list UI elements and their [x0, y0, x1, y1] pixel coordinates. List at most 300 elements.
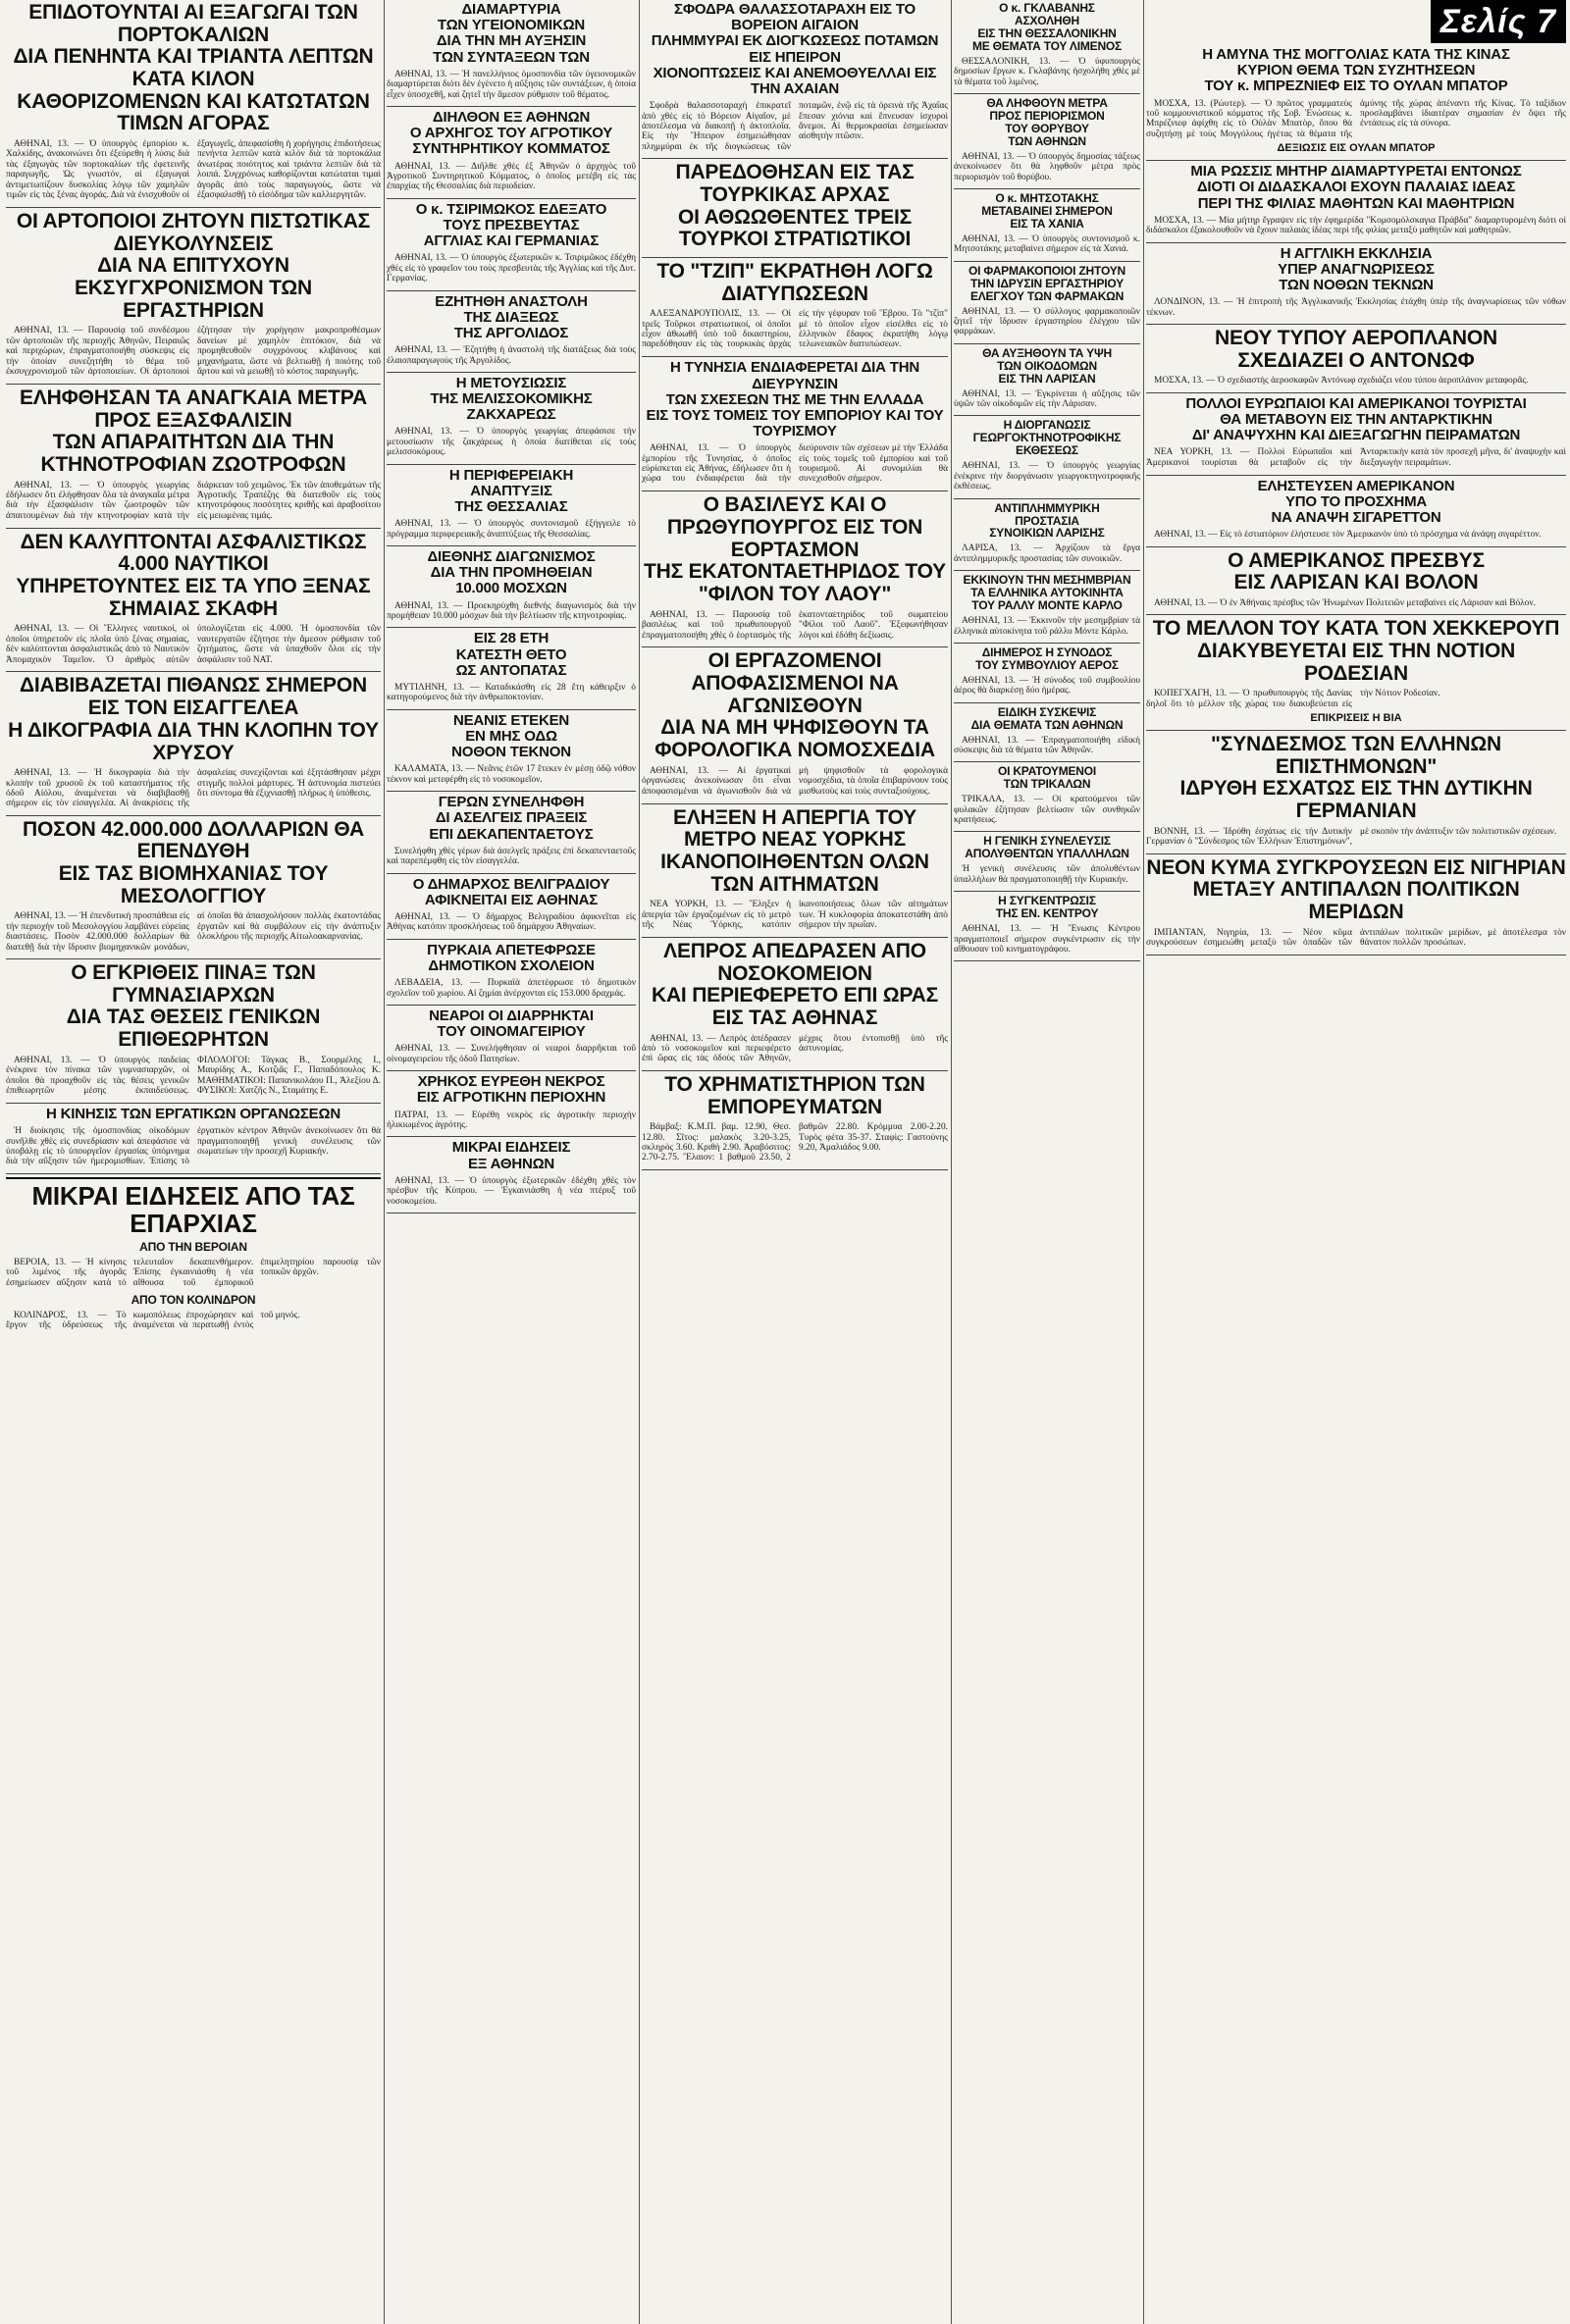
article	[1146, 328, 1566, 387]
headline-line: ΔΙΕΘΝΗΣ ΔΙΑΓΩΝΙΣΜΟΣ	[427, 548, 596, 566]
article	[1146, 618, 1566, 724]
article-body	[642, 309, 948, 350]
article-text: ΑΘΗΝΑΙ, 13. — Παρουσίᾳ τοῦ συνδέσμου τῶν ἀρτοποιῶν τῆς περιοχῆς Ἀθηνῶν, Πειραιῶς καὶ περιχώρων, ἐπραγματοποιήθη σύσκεψις εἰς τὴν ὁποίαν συνεζητήθη τὸ θέμα τοῦ ἐκσυγχρονισμοῦ τῶν ἀρτοποιείων. Οἱ ἀρτοποιοὶ ἐζήτησαν τὴν χορήγησιν μακροπροθέσμων δανείων μὲ χαμηλὸν ἐπιτόκιον, διὰ νὰ προμηθευθοῦν συγχρόνους κλιβάνους καὶ μηχανήματα, ὥστε νὰ βελτιωθῇ ἡ ποιότης τοῦ ἄρτου καὶ νὰ μειωθῇ τὸ κόστος παραγωγῆς.	[6, 326, 381, 377]
divider	[642, 1169, 948, 1170]
headline-line: ΕΙΣ 28 ΕΤΗ	[473, 630, 550, 647]
headline-line: ΕΙΣ ΤΑ ΧΑΝΙΑ	[1010, 216, 1084, 231]
headline	[1146, 246, 1566, 294]
article-body	[1146, 376, 1566, 386]
headline	[6, 675, 381, 764]
headline-line: ΤΗΣ ΜΕΛΙΣΣΟΚΟΜΙΚΗΣ	[430, 390, 593, 408]
headline	[954, 265, 1140, 303]
article	[387, 1008, 636, 1064]
column-2	[387, 0, 636, 2324]
column-3	[642, 0, 948, 2324]
headline-line: ΩΣ ΑΝΤΟΠΑΤΑΣ	[455, 661, 567, 679]
headline-line: ΑΝΤΙΠΛΗΜΜΥΡΙΚΗ	[994, 500, 1100, 515]
divider	[1146, 324, 1566, 325]
divider	[6, 1173, 381, 1174]
headline-line: ΔΙΑ ΤΑΣ ΘΕΣΕΙΣ ΓΕΝΙΚΩΝ ΕΠΙΘΕΩΡΗΤΩΝ	[66, 1006, 321, 1052]
headline-line: ΣΥΝΟΙΚΙΩΝ ΛΑΡΙΣΗΣ	[989, 526, 1105, 541]
headline	[954, 765, 1140, 791]
article-text: ΑΘΗΝΑΙ, 13. — Ὁ ὑπουργὸς ἐξωτερικῶν ἐδέχθη χθὲς τὸν πρέσβυν τῆς Κύπρου. — Ἐγκαινιάσθη ἡ νέα πτέρυξ τοῦ νοσοκομείου.	[387, 1175, 636, 1207]
headline	[954, 419, 1140, 457]
headline	[642, 941, 948, 1030]
headline-line: ΤΟΥ ΣΥΜΒΟΥΛΙΟΥ ΑΕΡΟΣ	[975, 657, 1119, 672]
article-text: ΑΘΗΝΑΙ, 13. — Ὁ ὑπουργὸς συντονισμοῦ κ. Μητσοτάκης μεταβαίνει σήμερον εἰς τὰ Χανιά.	[954, 233, 1140, 255]
divider	[954, 761, 1140, 762]
headline	[6, 819, 381, 908]
article	[6, 1241, 381, 1288]
headline	[1146, 164, 1566, 212]
article-text: ΛΕΒΑΔΕΙΑ, 13. — Πυρκαϊὰ ἀπετέφρωσε τὸ δημοτικὸν σχολεῖον τοῦ χωρίου. Αἱ ζημίαι ἀνέρχονται εἰς 153.000 δραχμάς.	[387, 978, 636, 999]
divider	[1146, 614, 1566, 615]
headline	[387, 943, 636, 974]
article-body	[387, 683, 636, 703]
headline	[6, 1107, 381, 1122]
article	[6, 1294, 381, 1331]
article-text: ΑΘΗΝΑΙ, 13. — Ἡ Ἕνωσις Κέντρου πραγματοποιεῖ σήμερον συγκέντρωσιν εἰς τὴν αἴθουσαν τοῦ κινηματογράφου.	[954, 924, 1140, 955]
article	[954, 765, 1140, 825]
article-text: ΑΘΗΝΑΙ, 13. — Ἡ σύνοδος τοῦ συμβουλίου ἀέρος θὰ διαρκέσῃ δύο ἡμέρας.	[954, 675, 1140, 697]
article-text: Βάμβαξ: Κ.Μ.Π. βαμ. 12.90, Θεσ. 12.80. Σῖτος: μαλακὸς 3.20-3.25, σκληρὸς 3.60. Κριθὴ 2.90. Ἀραβόσιτος: 2.70-2.75. Ἔλαιον: 1 βαθμοῦ 23.50, 2 βαθμῶν 22.80. Κρόμμυα 2.00-2.20. Τυρὸς φέτα 35-37. Σταφὶς: Γαστούνης 9.20, Ἀμαλιάδος 9.00.	[642, 1122, 948, 1163]
article-text: ΑΘΗΝΑΙ, 13. — Λεπρὸς ἀπέδρασεν ἀπὸ τὸ νοσοκομεῖον καὶ περιεφέρετο ἐπὶ ὥρας εἰς τὰς ὁδοὺς τῶν Ἀθηνῶν, μέχρις ὅτου ἐντοπισθῇ ὑπὸ τῆς ἀστυνομίας.	[642, 1033, 948, 1064]
divider	[387, 198, 636, 199]
article	[642, 162, 948, 251]
article-body	[954, 307, 1140, 337]
headline-line: ΜΕΤΑΒΑΙΝΕΙ ΣΗΜΕΡΟΝ	[981, 204, 1113, 219]
divider	[954, 702, 1140, 703]
column-rule	[639, 0, 640, 2324]
divider	[387, 106, 636, 107]
headline-line: ΤΟΥ ΟΙΝΟΜΑΓΕΙΡΙΟΥ	[437, 1023, 586, 1041]
headline	[387, 877, 636, 908]
headline-line: ΔΙ' ΑΝΑΨΥΧΗΝ ΚΑΙ ΔΙΕΞΑΓΩΓΗΝ ΠΕΙΡΑΜΑΤΩΝ	[1191, 427, 1521, 444]
article	[1146, 479, 1566, 541]
headline-line: Η ΣΥΓΚΕΝΤΡΩΣΙΣ	[998, 894, 1096, 908]
headline-line: ΝΕΑΡΟΙ ΟΙ ΔΙΑΡΡΗΚΤΑΙ	[429, 1007, 594, 1024]
headline-line: ΔΙΑ ΤΗΝ ΠΡΟΜΗΘΕΙΑΝ	[430, 564, 593, 582]
article-body	[1146, 928, 1566, 949]
headline-line: ΔΙΑΒΙΒΑΖΕΤΑΙ ΠΙΘΑΝΩΣ ΣΗΜΕΡΟΝ ΕΙΣ ΤΟΝ ΕΙΣΑΓΓΕΛΕΑ	[20, 674, 367, 720]
headline	[954, 347, 1140, 386]
headline	[642, 494, 948, 605]
headline: ΑΠΟ ΤΟΝ ΚΟΛΙΝΔΡΟΝ	[131, 1293, 256, 1308]
article	[642, 807, 948, 931]
divider	[642, 158, 948, 159]
headline-line: ΕΖΗΤΗΘΗ ΑΝΑΣΤΟΛΗ	[435, 292, 588, 310]
headline	[642, 261, 948, 305]
divider	[6, 1177, 381, 1179]
article	[6, 387, 381, 522]
headline-line: ΥΠΟ ΤΟ ΠΡΟΣΧΗΜΑ	[1284, 492, 1428, 510]
headline-line: ΕΙΣ ΤΗΝ ΛΑΡΙΣΑΝ	[998, 371, 1096, 386]
article-body	[387, 1176, 636, 1207]
headline-line: ΔΙΗΜΕΡΟΣ Η ΣΥΝΟΔΟΣ	[981, 645, 1113, 659]
article-text: Σφοδρὰ θαλασσοταραχὴ ἐπικρατεῖ ἀπὸ χθὲς εἰς τὸ Βόρειον Αἰγαῖον, μὲ ἀποτέλεσμα νὰ διακοπῇ ἡ ἀκτοπλοΐα. Εἰς τὴν Ἤπειρον ἐσημειώθησαν πλημμύραι ἐκ τῆς διογκώσεως τῶν ποταμῶν, ἐνῷ εἰς τὰ ὀρεινὰ τῆς Ἀχαΐας ἔπεσαν χιόνια καὶ ἔπνευσαν ἰσχυροὶ ἄνεμοι. Αἱ θερμοκρασίαι ἐσημείωσαν αἰσθητὴν πτῶσιν.	[642, 101, 948, 152]
headline-line: ΚΥΡΙΟΝ ΘΕΜΑ ΤΩΝ ΣΥΖΗΤΗΣΕΩΝ	[1236, 62, 1476, 79]
headline	[387, 631, 636, 679]
article-text: ΑΘΗΝΑΙ, 13. — Ἡ δικογραφία διὰ τὴν κλοπὴν τοῦ χρυσοῦ ἐκ τοῦ καταστήματος τῆς ὁδοῦ Αἰόλου, ἀναμένεται νὰ διαβιβασθῇ σήμερον εἰς τὸν εἰσαγγελέα. Αἱ ἀνακρίσεις τῆς ἀσφαλείας συνεχίζονται καὶ ἐξητάσθησαν μέχρι στιγμῆς πολλοὶ μάρτυρες. Ἡ ἀστυνομία πιστεύει ὅτι σύντομα θὰ ἐξιχνιασθῇ πλήρως ἡ ὑπόθεσις.	[6, 768, 381, 809]
divider	[642, 803, 948, 804]
headline-line: ΣΦΟΔΡΑ ΘΑΛΑΣΣΟΤΑΡΑΧΗ ΕΙΣ ΤΟ ΒΟΡΕΙΟΝ ΑΙΓΑΙΟΝ	[674, 1, 916, 34]
article	[954, 574, 1140, 637]
headline-line: ΟΙ ΚΡΑΤΟΥΜΕΝΟΙ	[997, 764, 1097, 779]
article-text: ΑΘΗΝΑΙ, 13. — Εἰς τὸ ἑστιατόριον ἐλήστευσε τὸν Ἀμερικανὸν ὑπὸ τὸ πρόσχημα νὰ ἀνάψῃ σιγαρέττον.	[1154, 530, 1542, 541]
headline	[954, 835, 1140, 860]
headline-line: ΕΙΣ ΤΑΣ ΒΙΟΜΗΧΑΝΙΑΣ ΤΟΥ ΜΕΣΟΛΟΓΓΙΟΥ	[58, 862, 329, 907]
article-text: ΛΑΡΙΣΑ, 13. — Ἀρχίζουν τὰ ἔργα ἀντιπλημμυρικῆς προστασίας τῶν συνοικιῶν.	[954, 543, 1140, 564]
divider	[1146, 242, 1566, 243]
headline-line: ΕΛΗΣΤΕΥΣΕΝ ΑΜΕΡΙΚΑΝΟΝ	[1257, 477, 1455, 494]
article-text: ΑΘΗΝΑΙ, 13. — Διῆλθε χθὲς ἐξ Ἀθηνῶν ὁ ἀρχηγὸς τοῦ Ἀγροτικοῦ Συντηρητικοῦ Κόμματος, ὁ ὁποῖος μετέβη εἰς τὰς ἐπαρχίας τῆς Θεσσαλίας διὰ περιοδείαν.	[387, 161, 636, 192]
article	[1146, 550, 1566, 609]
article	[6, 532, 381, 666]
headline: ΑΠΟ ΤΗΝ ΒΕΡΟΙΑΝ	[139, 1239, 247, 1254]
headline-line: ΤΟ "ΤΖΙΠ" ΕΚΡΑΤΗΘΗ ΛΟΓΩ ΔΙΑΤΥΠΩΣΕΩΝ	[656, 259, 933, 305]
headline-line: ΑΓΓΛΙΑΣ ΚΑΙ ΓΕΡΜΑΝΙΑΣ	[423, 232, 600, 250]
article	[642, 2, 948, 152]
article-body	[1146, 689, 1566, 709]
headline-line: ΤΟ ΜΕΛΛΟΝ ΤΟΥ ΚΑΤΑ ΤΟΝ ΧΕΚΚΕΡΟΥΠ	[1152, 617, 1560, 641]
article-body	[954, 57, 1140, 87]
article-body	[954, 543, 1140, 564]
headline-line: ΔΙΑ ΝΑ ΕΠΙΤΥΧΟΥΝ ΕΚΣΥΓΧΡΟΝΙΣΜΟΝ ΤΩΝ ΕΡΓΑΣΤΗΡΙΩΝ	[74, 254, 313, 322]
article-body	[954, 234, 1140, 255]
article-body	[387, 847, 636, 867]
divider	[387, 1213, 636, 1214]
article-body	[387, 912, 636, 933]
article-body	[6, 481, 381, 522]
headline-line: ΕΙΣ ΤΗΝ ΘΕΣΣΑΛΟΝΙΚΗΝ	[977, 26, 1117, 40]
headline	[954, 574, 1140, 612]
article-text: ΑΘΗΝΑΙ, 13. — Ὁ ὑπουργὸς ἐξωτερικῶν κ. Τσιριμῶκος ἐδέχθη χθὲς εἰς τὸ γραφεῖον του τοὺς πρεσβευτὰς τῆς Ἀγγλίας καὶ τῆς Δυτ. Γερμανίας.	[387, 253, 636, 284]
headline-line: Η ΠΕΡΙΦΕΡΕΙΑΚΗ	[448, 466, 574, 484]
headline-line: 10.000 ΜΟΣΧΩΝ	[455, 580, 567, 597]
divider	[954, 570, 1140, 571]
column-4	[954, 0, 1140, 2324]
headline	[954, 502, 1140, 541]
headline	[387, 713, 636, 761]
divider	[1146, 475, 1566, 476]
article-text: ΑΘΗΝΑΙ, 13. — Ὁ ὑπουργὸς ἐμπορίου τῆς Τυνησίας, ὁ ὁποῖος εὑρίσκεται εἰς Ἀθήνας, ἐδήλωσεν ὅτι ἡ χώρα του ἐνδιαφέρεται διὰ τὴν διεύρυνσιν τῶν σχέσεων μὲ τὴν Ἑλλάδα εἰς τοὺς τομεῖς τοῦ ἐμπορίου καὶ τοῦ τουρισμοῦ. Αἱ συνομιλίαι θὰ συνεχισθοῦν σήμερον.	[642, 443, 948, 485]
headline-line: ΠΡΟΣ ΠΕΡΙΟΡΙΣΜΟΝ	[989, 108, 1105, 123]
article-text: ΙΜΠΑΝΤΑΝ, Νιγηρία, 13. — Νέον κῦμα συγκρούσεων ἐσημειώθη μεταξὺ τῶν ὀπαδῶν τῶν ἀντιπάλων πολιτικῶν μερίδων, μὲ ἀποτέλεσμα τὸν θάνατον πολλῶν προσώπων.	[1146, 927, 1566, 949]
headline-line: ΟΙ ΦΑΡΜΑΚΟΠΟΙΟΙ ΖΗΤΟΥΝ	[968, 263, 1126, 278]
headline-line: ΟΙ ΑΘΩΩΘΕΝΤΕΣ ΤΡΕΙΣ ΤΟΥΡΚΟΙ ΣΤΡΑΤΙΩΤΙΚΟΙ	[677, 205, 913, 251]
page-number-box: Σελίς 7	[1431, 0, 1566, 43]
headline	[387, 1140, 636, 1171]
article-text: ΑΘΗΝΑΙ, 13. — Ἐπραγματοποιήθη εἰδικὴ σύσκεψις διὰ τὰ θέματα τῶν Ἀθηνῶν.	[954, 735, 1140, 755]
article	[954, 835, 1140, 885]
article-body	[642, 1122, 948, 1163]
headline	[1146, 618, 1566, 685]
headline-line: ΕΚΘΕΣΕΩΣ	[1016, 443, 1078, 458]
article-text: Συνελήφθη χθὲς γέρων διὰ ἀσελγεῖς πράξεις ἐπὶ δεκαπενταετοῦς καὶ παρεπέμφθη εἰς τὸν εἰσαγγελέα.	[387, 846, 636, 867]
headline	[954, 646, 1140, 672]
article	[387, 631, 636, 702]
headline-line: ΠΥΡΚΑΙΑ ΑΠΕΤΕΦΡΩΣΕ	[427, 941, 596, 958]
headline-line: ΤΟΥ ΘΟΡΥΒΟΥ	[1005, 121, 1089, 135]
article-text: ΑΘΗΝΑΙ, 13. — Παρουσίᾳ τοῦ βασιλέως καὶ τοῦ πρωθυπουργοῦ ἐπραγματοποιήθη χθὲς ὁ ἑορτασμὸς τῆς ἑκατονταετηρίδος τοῦ σωματείου "Φίλοι τοῦ Λαοῦ". Ἐξεφωνήθησαν λόγοι καὶ ἐδόθη δεξίωσις.	[642, 609, 948, 641]
article-body	[387, 978, 636, 999]
article	[387, 549, 636, 621]
headline-line: ΚΑΤΕΣΤΗ ΘΕΤΟ	[455, 646, 567, 663]
article-body	[954, 389, 1140, 410]
article	[387, 2, 636, 100]
headline-line: Η ΔΙΟΡΓΑΝΩΣΙΣ	[1003, 418, 1091, 433]
headline-line: ΔΙΑ ΘΕΜΑΤΑ ΤΩΝ ΑΘΗΝΩΝ	[970, 717, 1124, 732]
article	[387, 943, 636, 999]
headline-line: ΕΛΗΦΘΗΣΑΝ ΤΑ ΑΝΑΓΚΑΙΑ ΜΕΤΡΑ ΠΡΟΣ ΕΞΑΣΦΑΛΙΣΙΝ	[20, 386, 367, 432]
headline-line: ΑΝΑΠΤΥΞΙΣ	[470, 482, 552, 499]
article	[954, 347, 1140, 410]
headline-line: Ο ΒΑΣΙΛΕΥΣ ΚΑΙ Ο ΠΡΩΘΥΠΟΥΡΓΟΣ ΕΙΣ ΤΟΝ ΕΟΡΤΑΣΜΟΝ	[666, 493, 923, 561]
headline-line: ΤΗΣ ΘΕΣΣΑΛΙΑΣ	[454, 498, 568, 516]
article	[642, 360, 948, 485]
article-text: ΘΕΣΣΑΛΟΝΙΚΗ, 13. — Ὁ ὑφυπουργὸς δημοσίων ἔργων κ. Γκλαβάνης ἠσχολήθη χθὲς μὲ τὰ θέματα τοῦ λιμένος.	[954, 56, 1140, 87]
article	[1146, 857, 1566, 949]
column-1	[6, 0, 381, 2324]
divider	[1146, 392, 1566, 393]
section-banner: ΜΙΚΡΑΙ ΕΙΔΗΣΕΙΣ ΑΠΟ ΤΑΣ ΕΠΑΡΧΙΑΣ	[31, 1180, 355, 1238]
divider	[954, 831, 1140, 832]
divider	[387, 1136, 636, 1137]
headline	[387, 468, 636, 516]
headline-line: Η ΑΓΓΛΙΚΗ ΕΚΚΛΗΣΙΑ	[1280, 244, 1433, 262]
article-body	[1146, 99, 1566, 140]
article-text: ΑΘΗΝΑΙ, 13. — Ὁ ὑπουργὸς συντονισμοῦ ἐξήγγειλε τὸ πρόγραμμα περιφερειακῆς ἀναπτύξεως τῆς Θεσσαλίας.	[387, 519, 636, 540]
headline-line: Ο ΑΡΧΗΓΟΣ ΤΟΥ ΑΓΡΟΤΙΚΟΥ	[409, 125, 613, 142]
article-body	[1146, 297, 1566, 318]
article-body	[1146, 530, 1566, 540]
article	[954, 2, 1140, 87]
article-text: ΑΘΗΝΑΙ, 13. — Ὁ ὑπουργὸς ἐμπορίου κ. Χαλκίδης, ἀνακοινώνει ὅτι ἐξεύρεθη ἡ λύσις διὰ τὰς ἐξαγωγὰς τῶν πορτοκαλίων τῆς ἐφετεινῆς παραγωγῆς. Ὡς γνωστόν, αἱ ἐξαγωγαὶ ἀντιμετωπίζουν δυσκολίας λόγῳ τῶν χαμηλῶν τιμῶν εἰς τὰς ξένας ἀγοράς. Διὰ νὰ ἐνισχυθοῦν οἱ ἐξαγωγεῖς, ἀπεφασίσθη ἡ χορήγησις ἐπιδοτήσεως πενήντα λεπτῶν κατὰ κιλὸν διὰ τὰ πορτοκάλια ἀνωτέρας ποιότητος καὶ τριάντα λεπτῶν διὰ τὰ λοιπά. Συγχρόνως καθορίζονται κατώταται τιμαὶ ἀγορᾶς ἀπὸ τοὺς παραγωγοὺς, ὥστε νὰ ἐξασφαλισθῇ τὸ εἰσόδημα τῶν καλλιεργητῶν.	[6, 139, 381, 201]
article-text: ΚΟΛΙΝΔΡΟΣ, 13. — Τὸ ἔργον τῆς ὑδρεύσεως τῆς κωμοπόλεως ἐπροχώρησεν καὶ ἀναμένεται νὰ περατωθῇ ἐντὸς τοῦ μηνός.	[6, 1311, 300, 1331]
headline-line: Η ΑΜΥΝΑ ΤΗΣ ΜΟΓΓΟΛΙΑΣ ΚΑΤΑ ΤΗΣ ΚΙΝΑΣ	[1202, 46, 1510, 63]
article-body	[6, 1258, 381, 1288]
article-body	[387, 253, 636, 284]
headline	[954, 895, 1140, 920]
headline-line: ΟΙ ΕΡΓΑΖΟΜΕΝΟΙ ΑΠΟΦΑΣΙΣΜΕΝΟΙ ΝΑ ΑΓΩΝΙΣΘΟΥΝ	[691, 649, 899, 717]
article-text: ΒΕΡΟΙΑ, 13. — Ἡ κίνησις τοῦ λιμένος τῆς ἀγορᾶς ἐσημείωσεν αὔξησιν κατὰ τὸ τελευταῖον δεκαπενθήμερον. Ἐπίσης ἐγκαινιάσθη ἡ νέα αἴθουσα τοῦ ἐμπορικοῦ ἐπιμελητηρίου παρουσίᾳ τῶν τοπικῶν ἀρχῶν.	[6, 1257, 381, 1288]
headline-line: ΤΩΝ ΑΠΑΡΑΙΤΗΤΩΝ ΔΙΑ ΤΗΝ ΚΤΗΝΟΤΡΟΦΙΑΝ ΖΩΟΤΡΟΦΩΝ	[40, 431, 346, 476]
article-body	[954, 676, 1140, 697]
article-text: ΜΟΣΧΑ, 13. — Ὁ σχεδιαστὴς ἀεροσκαφῶν Ἀντόνωφ σχεδιάζει νέου τύπου ἀεροπλάνον μεταφορᾶς.	[1154, 376, 1529, 387]
divider	[387, 873, 636, 874]
headline-line: ΠΛΗΜΜΥΡΑΙ ΕΚ ΔΙΟΓΚΩΣΕΩΣ ΠΟΤΑΜΩΝ ΕΙΣ ΗΠΕΙΡΟΝ	[651, 32, 939, 66]
article	[1146, 164, 1566, 235]
headline-line: ΟΙ ΑΡΤΟΠΟΙΟΙ ΖΗΤΟΥΝ ΠΙΣΤΩΤΙΚΑΣ ΔΙΕΥΚΟΛΥΝΣΕΙΣ	[16, 209, 371, 255]
divider	[387, 290, 636, 291]
article-body	[954, 795, 1140, 825]
article-text: ΑΘΗΝΑΙ, 13. — Ὁ ὑπουργὸς γεωργίας ἐνέκρινε τὴν διοργάνωσιν γεωργοκτηνοτροφικῆς ἐκθέσεως.	[954, 461, 1140, 492]
headline	[1146, 734, 1566, 823]
headline-line: ΤΩΝ ΝΟΘΩΝ ΤΕΚΝΩΝ	[1279, 276, 1434, 293]
article-body	[642, 610, 948, 642]
divider	[954, 643, 1140, 644]
divider	[954, 93, 1140, 94]
headline	[387, 1074, 636, 1106]
article-text: ΑΘΗΝΑΙ, 13. — Ἡ ἐπενδυτικὴ προσπάθεια εἰς τὴν περιοχὴν τοῦ Μεσολογγίου λαμβάνει εὐρείας διαστάσεις. Ποσὸν 42.000.000 δολλαρίων θὰ διατεθῇ διὰ τὴν ἵδρυσιν βιομηχανικῶν μονάδων, αἱ ὁποῖαι θὰ ἀπασχολήσουν πολλὰς ἑκατοντάδας ἐργατῶν καὶ θὰ συμβάλουν εἰς τὴν ἀνάπτυξιν ὁλοκλήρου τῆς περιοχῆς Αἰτωλοακαρνανίας.	[6, 911, 381, 953]
headline-line: ΝΕΑΝΙΣ ΕΤΕΚΕΝ	[452, 711, 570, 729]
headline	[1146, 396, 1566, 444]
article-body	[6, 139, 381, 201]
article-text: ΑΘΗΝΑΙ, 13. — Ὁ ὑπουργὸς γεωργίας ἀπεφάσισε τὴν μετουσίωσιν τῆς ζακχάρεως ἡ ὁποία διατίθεται εἰς τοὺς μελισσοκόμους.	[387, 427, 636, 458]
article	[642, 941, 948, 1064]
article-text: ΑΘΗΝΑΙ, 13. — Ἡ πανελλήνιος ὁμοσπονδία τῶν ὑγειονομικῶν διαμαρτύρεται διότι δὲν ἐγένετο ἡ αὔξησις τῶν συντάξεων, ἡ ὁποία εἶχεν ὑποσχεθῆ, καὶ ζητεῖ τὴν ἄμεσον ρύθμισιν τοῦ θέματος.	[387, 69, 636, 100]
article	[954, 419, 1140, 491]
headline	[6, 211, 381, 322]
article-body	[1146, 447, 1566, 468]
article-text: ΚΟΠΕΓΧΑΓΗ, 13. — Ὁ πρωθυπουργὸς τῆς Δανίας δηλοῖ ὅτι τὸ μέλλον τῆς χώρας του διακυβεύεται εἰς τὴν Νότιον Ροδεσίαν.	[1146, 689, 1440, 709]
divider	[954, 188, 1140, 189]
article	[954, 192, 1140, 255]
headline-line: ΜΙΑ ΡΩΣΣΙΣ ΜΗΤΗΡ ΔΙΑΜΑΡΤΥΡΕΤΑΙ ΕΝΤΟΝΩΣ	[1190, 163, 1522, 181]
article-text: ΒΟΝΝΗ, 13. — Ἱδρύθη ἐσχάτως εἰς τὴν Δυτικὴν Γερμανίαν ὁ "Σύνδεσμος τῶν Ἑλλήνων Ἐπιστημόνων", μὲ σκοπὸν τὴν ἀνάπτυξιν τῶν πολιτιστικῶν σχέσεων.	[1146, 826, 1557, 848]
divider	[387, 791, 636, 792]
headline	[387, 110, 636, 158]
divider	[1146, 546, 1566, 547]
headline-line: Η ΚΙΝΗΣΙΣ ΤΩΝ ΕΡΓΑΤΙΚΩΝ ΟΡΓΑΝΩΣΕΩΝ	[46, 1105, 340, 1122]
headline	[642, 1074, 948, 1118]
headline-line: ΤΗΣ ΕΝ. ΚΕΝΤΡΟΥ	[995, 906, 1099, 921]
divider	[6, 1103, 381, 1104]
headline-line: ΥΠΕΡ ΑΝΑΓΝΩΡΙΣΕΩΣ	[1278, 260, 1435, 278]
divider	[642, 937, 948, 938]
divider	[1146, 730, 1566, 731]
headline-line: ΘΑ ΛΗΦΘΟΥΝ ΜΕΤΡΑ	[986, 96, 1108, 111]
headline-line: ΕΙΣ ΑΓΡΟΤΙΚΗΝ ΠΕΡΙΟΧΗΝ	[416, 1089, 606, 1107]
headline-line: Ο κ. ΜΗΤΣΟΤΑΚΗΣ	[995, 191, 1099, 206]
headline-line: ΕΙΣ ΛΑΡΙΣΑΝ ΚΑΙ ΒΟΛΟΝ	[1233, 571, 1479, 594]
article	[387, 110, 636, 192]
article	[387, 795, 636, 866]
article-text: ΜΥΤΙΛΗΝΗ, 13. — Καταδικάσθη εἰς 28 ἔτη κάθειρξιν ὁ κατηγορούμενος διὰ τὴν ἀνθρωποκτονίαν.	[387, 683, 636, 703]
divider	[387, 709, 636, 710]
headline-line: ΤΗΣ ΑΡΓΟΛΙΔΟΣ	[453, 324, 569, 341]
headline-line: ΤΗΝ ΙΔΡΥΣΙΝ ΕΡΓΑΣΤΗΡΙΟΥ	[969, 276, 1125, 290]
article	[387, 202, 636, 284]
headline-line: ΕΝ ΜΗΣ ΟΔΩ	[465, 728, 557, 745]
article-body	[954, 152, 1140, 182]
headline	[387, 2, 636, 66]
article	[387, 1074, 636, 1130]
article	[954, 895, 1140, 955]
article	[387, 713, 636, 785]
headline-line: ΕΠΙ ΔΕΚΑΠΕΝΤΑΕΤΟΥΣ	[429, 825, 594, 843]
subheading: ΔΕΞΙΩΣΙΣ ΕΙΣ ΟΥΛΑΝ ΜΠΑΤΟΡ	[1277, 142, 1436, 155]
article	[642, 494, 948, 641]
article	[642, 1074, 948, 1163]
article-body	[387, 764, 636, 785]
divider	[387, 939, 636, 940]
headline	[954, 2, 1140, 53]
headline-line: ΑΠΟΛΥΘΕΝΤΩΝ ΥΠΑΛΛΗΛΩΝ	[965, 847, 1129, 861]
divider	[642, 257, 948, 258]
headline	[6, 962, 381, 1052]
page-masthead	[1146, 0, 1566, 43]
divider	[387, 627, 636, 628]
headline-line: ΤΑ ΕΛΛΗΝΙΚΑ ΑΥΤΟΚΙΝΗΤΑ	[970, 586, 1124, 600]
article	[954, 646, 1140, 697]
article-text: ΑΘΗΝΑΙ, 13. — Ὁ ὑπουργὸς γεωργίας ἐδήλωσεν ὅτι ἐλήφθησαν ὅλα τὰ ἀναγκαῖα μέτρα διὰ τὴν ἐξασφάλισιν τῶν ζωοτροφῶν τῶν ἀπαιτουμένων διὰ τὴν κτηνοτροφίαν κατὰ τὴν διάρκειαν τοῦ χειμῶνος. Ἐκ τῶν ἀποθεμάτων τῆς Ἀγροτικῆς Τραπέζης θὰ διατεθοῦν εἰς τοὺς κτηνοτρόφους ποσότητες κριθῆς καὶ ἀραβοσίτου εἰς μειωμένας τιμάς.	[6, 480, 381, 521]
article-text: ΑΘΗΝΑΙ, 13. — Ἐκκινοῦν τὴν μεσημβρίαν τὰ ἑλληνικὰ αὐτοκίνητα τοῦ ράλλυ Μόντε Κάρλο.	[954, 616, 1140, 637]
headline-line: Η ΓΕΝΙΚΗ ΣΥΝΕΛΕΥΣΙΣ	[983, 834, 1111, 849]
article-body	[387, 519, 636, 540]
divider	[642, 356, 948, 357]
article	[387, 1140, 636, 1207]
article-text: ΜΟΣΧΑ, 13. (Ρώυτερ). — Ὁ πρῶτος γραμματεὺς τοῦ κομμουνιστικοῦ κόμματος τῆς Σοβ. Ἑνώσεως κ. Μπρέζνιεφ ἀφίχθη εἰς τὸ Οὐλὰν Μπατὸρ, ὅπου θὰ συζητήσῃ μὲ τοὺς Μογγόλους ἡγέτας τὰ θέματα τῆς ἀμύνης τῆς χώρας ἀπέναντι τῆς Κίνας. Τὸ ταξίδιον προσλαμβάνει ἰδιαιτέραν σημασίαν ἐν ὄψει τῆς ἐντάσεως εἰς τὰ σύνορα.	[1146, 98, 1566, 139]
headline-line: ΔΙΑ ΠΕΝΗΝΤΑ ΚΑΙ ΤΡΙΑΝΤΑ ΛΕΠΤΩΝ ΚΑΤΑ ΚΙΛΟΝ	[13, 45, 374, 91]
article-text: ΠΑΤΡΑΙ, 13. — Εὑρέθη νεκρὸς εἰς ἀγροτικὴν περιοχὴν ἡλικιωμένος ἀγρότης.	[387, 1110, 636, 1130]
headline-line: ΙΔΡΥΘΗ ΕΣΧΑΤΩΣ ΕΙΣ ΤΗΝ ΔΥΤΙΚΗΝ ΓΕΡΜΑΝΙΑΝ	[1179, 777, 1533, 823]
headline-line: ΧΡΗΚΟΣ ΕΥΡΕΘΗ ΝΕΚΡΟΣ	[417, 1073, 605, 1091]
headline-line: ΓΕΡΩΝ ΣΥΝΕΛΗΦΘΗ	[438, 794, 585, 811]
headline-line: "ΣΥΝΔΕΣΜΟΣ ΤΩΝ ΕΛΛΗΝΩΝ ΕΠΙΣΤΗΜΟΝΩΝ"	[1211, 733, 1501, 778]
headline	[1146, 479, 1566, 527]
headline-line: ΤΩΝ ΥΓΕΙΟΝΟΜΙΚΩΝ	[437, 17, 586, 34]
column-rule	[951, 0, 952, 2324]
headline-line: Ο ΕΓΚΡΙΘΕΙΣ ΠΙΝΑΞ ΤΩΝ ΓΥΜΝΑΣΙΑΡΧΩΝ	[71, 961, 316, 1007]
divider	[387, 545, 636, 546]
divider	[954, 343, 1140, 344]
headline-line: ΚΑΙ ΠΕΡΙΕΦΕΡΕΤΟ ΕΠΙ ΩΡΑΣ ΕΙΣ ΤΑΣ ΑΘΗΝΑΣ	[652, 984, 938, 1029]
headline-line: ΧΙΟΝΟΠΤΩΣΕΙΣ ΚΑΙ ΑΝΕΜΟΘΥΕΛΛΑΙ ΕΙΣ ΤΗΝ ΑΧΑΙΑΝ	[653, 64, 937, 97]
headline-line: ΕΞ ΑΘΗΝΩΝ	[467, 1155, 555, 1172]
headline-line: ΠΕΡΙ ΤΗΣ ΦΙΛΙΑΣ ΜΑΘΗΤΩΝ ΚΑΙ ΜΑΘΗΤΡΙΩΝ	[1197, 194, 1515, 212]
headline-line: ΙΚΑΝΟΠΟΙΗΘΕΝΤΩΝ ΟΛΩΝ ΤΩΝ ΑΙΤΗΜΑΤΩΝ	[660, 850, 929, 896]
divider	[1146, 853, 1566, 854]
article-body	[6, 624, 381, 665]
headline	[642, 807, 948, 897]
article-body	[1146, 827, 1566, 848]
headline-line: ΠΡΟΣΤΑΣΙΑ	[1015, 513, 1079, 528]
divider	[954, 891, 1140, 892]
divider	[1146, 160, 1566, 161]
article	[642, 261, 948, 350]
article-text: ΑΘΗΝΑΙ, 13. — Αἱ ἐργατικαὶ ὀργανώσεις ἀνεκοίνωσαν ὅτι εἶναι ἀποφασισμέναι νὰ ἀγωνισθοῦν διὰ νὰ μὴ ψηφισθοῦν τὰ φορολογικὰ νομοσχέδια, τὰ ὁποῖα ἐπιβαρύνουν τοὺς μισθωτοὺς καὶ τοὺς συνταξιούχους.	[642, 765, 948, 797]
divider	[642, 646, 948, 647]
divider	[387, 372, 636, 373]
article-body	[6, 768, 381, 809]
column-rule	[1143, 0, 1144, 2324]
headline	[6, 532, 381, 621]
headline-line: ΤΗΣ ΕΚΑΤΟΝΤΑΕΤΗΡΙΔΟΣ ΤΟΥ "ΦΙΛΟΝ ΤΟΥ ΛΑΟΥ"	[644, 560, 946, 606]
article-text: ΑΘΗΝΑΙ, 13. — Συνελήφθησαν οἱ νεαροὶ διαρρῆκται τοῦ οἰνομαγειρείου τῆς ὁδοῦ Πατησίων.	[387, 1044, 636, 1064]
article-body	[642, 900, 948, 931]
article-body	[6, 326, 381, 378]
headline-line: ΛΕΠΡΟΣ ΑΠΕΔΡΑΣΕΝ ΑΠΟ ΝΟΣΟΚΟΜΕΙΟΝ	[663, 939, 926, 985]
article	[1146, 396, 1566, 469]
headline-line: ΕΙΣ ΤΟΥΣ ΤΟΜΕΙΣ ΤΟΥ ΕΜΠΟΡΙΟΥ ΚΑΙ ΤΟΥ ΤΟΥΡΙΣΜΟΥ	[646, 406, 944, 440]
headline-line: ΕΛΕΓΧΟΥ ΤΩΝ ΦΑΡΜΑΚΩΝ	[969, 288, 1125, 303]
article-text: ΛΟΝΔΙΝΟΝ, 13. — Ἡ ἐπιτροπὴ τῆς Ἀγγλικανικῆς Ἐκκλησίας ἐτάχθη ὑπὲρ τῆς ἀναγνωρίσεως τῶν νόθων τέκνων.	[1146, 297, 1566, 318]
article-body	[642, 1034, 948, 1064]
headline	[387, 549, 636, 597]
article	[387, 294, 636, 366]
article-body	[6, 911, 381, 953]
headline-line: ΜΕΤΑΞΥ ΑΝΤΙΠΑΛΩΝ ΠΟΛΙΤΙΚΩΝ ΜΕΡΙΔΩΝ	[1192, 878, 1520, 923]
headline	[642, 2, 948, 97]
headline-line: ΔΙΑ ΤΗΝ ΜΗ ΑΥΞΗΣΙΝ	[436, 32, 587, 50]
article	[6, 962, 381, 1097]
headline-line: ΔΕΝ ΚΑΛΥΠΤΟΝΤΑΙ ΑΣΦΑΛΙΣΤΙΚΩΣ 4.000 ΝΑΥΤΙΚΟΙ	[20, 530, 367, 576]
headline	[6, 387, 381, 477]
article	[954, 265, 1140, 337]
article-body	[6, 1311, 381, 1331]
headline	[954, 97, 1140, 148]
